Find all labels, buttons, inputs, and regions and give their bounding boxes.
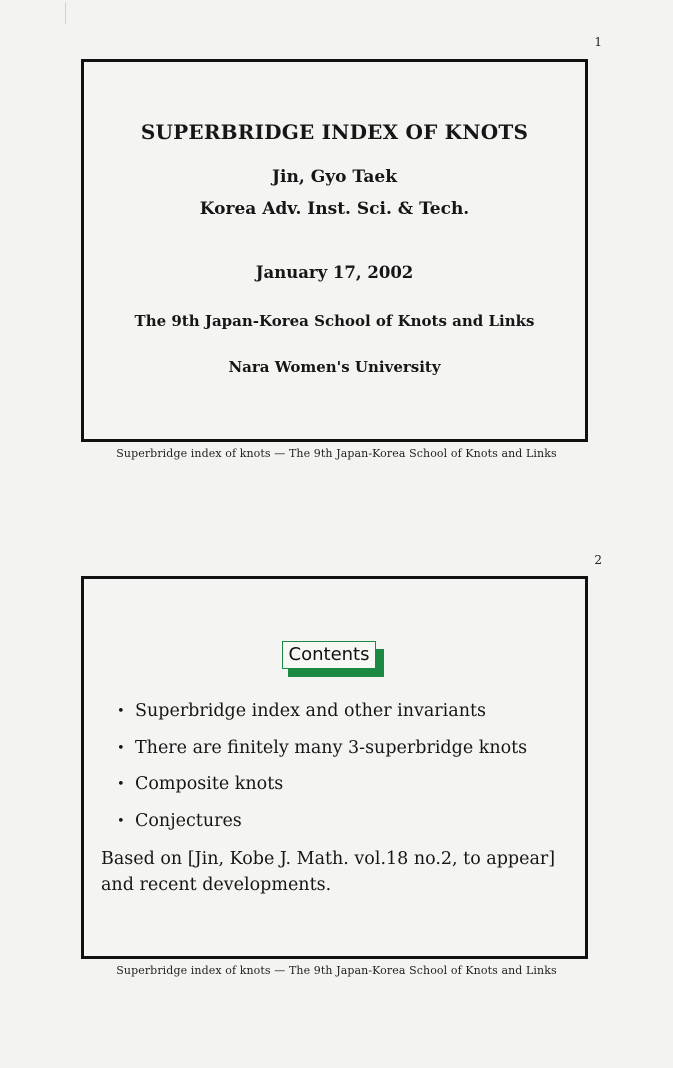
- scan-mark: [65, 2, 66, 24]
- page-number: 2: [594, 553, 602, 567]
- contents-heading: [282, 641, 378, 681]
- bullet-dot: •: [117, 777, 125, 792]
- bullet-item-three-superbridge-knots: [117, 733, 547, 770]
- author-name: Jin, Gyo Taek: [272, 167, 397, 187]
- source-note-line: Based on [Jin, Kobe J. Math. vol.18 no.2, to appear]: [101, 849, 556, 869]
- slide-footer: Superbridge index of knots — The 9th Japan-Korea School of Knots and Links: [116, 964, 557, 977]
- bullet-item-conjectures: [117, 806, 547, 843]
- bullet-item-superbridge-index: [117, 696, 547, 733]
- bullet-text: Conjectures: [135, 810, 242, 831]
- page-number: 1: [594, 35, 602, 49]
- author-affiliation: Korea Adv. Inst. Sci. & Tech.: [199, 199, 470, 219]
- contents-heading-label: Contents: [282, 641, 376, 669]
- source-note-line: and recent developments.: [101, 875, 332, 895]
- slide-footer: Superbridge index of knots — The 9th Japan-Korea School of Knots and Links: [116, 447, 557, 460]
- title-slide: [81, 59, 588, 442]
- bullet-dot: •: [117, 740, 125, 756]
- bullet-text: Composite knots: [135, 774, 284, 794]
- contents-slide: [81, 576, 588, 959]
- source-note: [101, 846, 561, 898]
- venue-name: Nara Women's University: [228, 358, 441, 376]
- bullet-item-composite-knots: [117, 769, 547, 806]
- contents-bullet-list: [117, 696, 547, 842]
- event-name: The 9th Japan-Korea School of Knots and Links: [134, 312, 535, 330]
- slide-title: SUPERBRIDGE INDEX OF KNOTS: [140, 120, 529, 144]
- bullet-text: Superbridge index and other invariants: [135, 701, 486, 721]
- bullet-text: There are finitely many 3-superbridge knots: [135, 737, 528, 758]
- presentation-date: January 17, 2002: [255, 263, 414, 282]
- bullet-dot: •: [117, 813, 125, 829]
- bullet-dot: •: [117, 704, 125, 719]
